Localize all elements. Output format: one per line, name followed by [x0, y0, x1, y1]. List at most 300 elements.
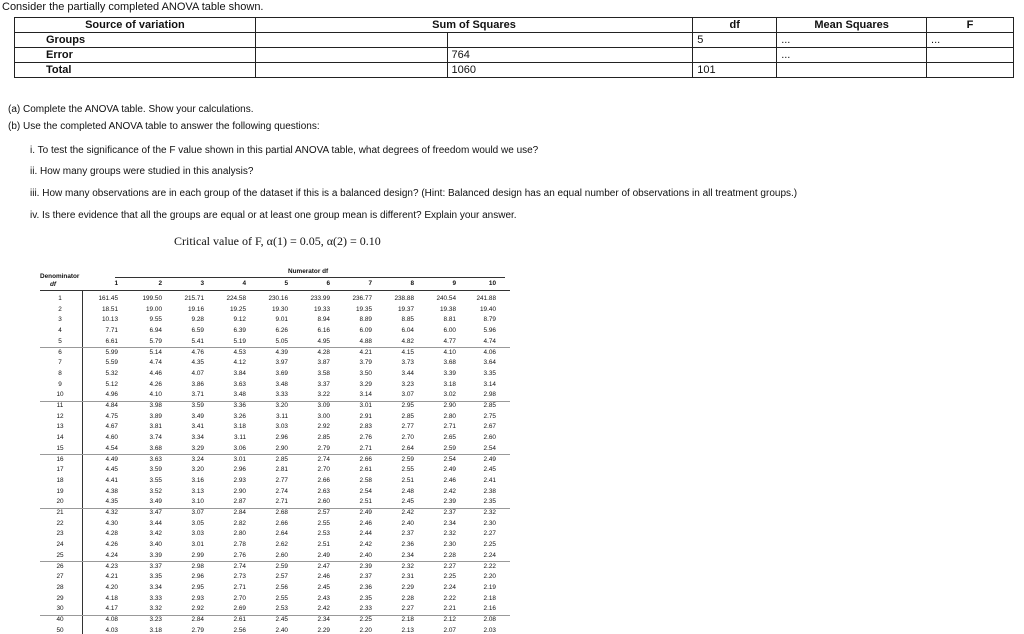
f-cell: [927, 48, 1014, 63]
critical-value-cell: 3.29: [191, 444, 204, 452]
critical-value-cell: 2.49: [483, 455, 496, 463]
critical-value-cell: 4.15: [401, 348, 414, 356]
critical-value-cell: 5.99: [105, 348, 118, 356]
critical-value-cell: 3.01: [191, 541, 204, 549]
critical-value-cell: 4.84: [105, 402, 118, 409]
ftable-row: [40, 402, 510, 410]
critical-value-cell: 3.10: [191, 498, 204, 506]
critical-value-cell: 5.05: [275, 337, 288, 345]
critical-value-cell: 2.56: [233, 626, 246, 634]
critical-value-cell: 3.07: [401, 391, 414, 399]
critical-value-cell: 4.82: [401, 337, 414, 345]
critical-value-cell: 2.33: [359, 605, 372, 613]
critical-value-cell: 5.32: [105, 369, 118, 377]
critical-value-cell: 19.37: [398, 305, 414, 313]
ftable-row: [40, 338, 510, 346]
critical-value-cell: 2.22: [443, 594, 456, 602]
critical-value-cell: 3.41: [191, 423, 204, 431]
critical-value-cell: 224.58: [226, 295, 246, 302]
ftable-row: [40, 595, 510, 603]
source-cell: Groups: [15, 33, 256, 48]
critical-value-cell: 3.32: [149, 605, 162, 613]
critical-value-cell: 2.42: [401, 509, 414, 516]
critical-value-cell: 4.35: [191, 359, 204, 367]
critical-value-cell: 241.88: [476, 295, 496, 302]
critical-value-cell: 2.92: [317, 423, 330, 431]
critical-value-cell: 6.39: [233, 327, 246, 335]
critical-value-cell: 2.98: [483, 391, 496, 399]
critical-value-cell: 2.46: [443, 476, 456, 484]
critical-value-cell: 2.51: [401, 476, 414, 484]
critical-value-cell: 4.26: [105, 541, 118, 549]
critical-value-cell: 2.45: [401, 498, 414, 506]
critical-value-cell: 2.77: [401, 423, 414, 431]
ss-cell: 1060: [447, 63, 693, 78]
anova-row-groups: [15, 33, 1014, 48]
critical-value-cell: 2.60: [483, 434, 496, 442]
critical-value-cell: 2.71: [359, 444, 372, 452]
critical-value-cell: 8.89: [359, 316, 372, 324]
critical-value-cell: 6.61: [105, 337, 118, 345]
ftable-row: [40, 391, 510, 399]
critical-value-cell: 2.71: [443, 423, 456, 431]
ftable-row: [40, 413, 510, 421]
critical-value-cell: 3.07: [191, 509, 204, 516]
critical-value-cell: 4.07: [191, 369, 204, 377]
critical-value-cell: 2.32: [443, 530, 456, 538]
critical-value-cell: 3.33: [149, 594, 162, 602]
critical-value-cell: 3.22: [317, 391, 330, 399]
critical-value-cell: 4.96: [105, 391, 118, 399]
numerator-df-header: 4: [242, 280, 246, 287]
critical-value-cell: 2.57: [275, 573, 288, 581]
critical-value-cell: 3.68: [149, 444, 162, 452]
critical-value-cell: 2.42: [443, 487, 456, 495]
critical-value-cell: 2.64: [275, 530, 288, 538]
critical-value-cell: 2.34: [401, 551, 414, 559]
critical-value-cell: 5.96: [483, 327, 496, 335]
critical-value-cell: 3.55: [149, 476, 162, 484]
critical-value-cell: 2.96: [233, 466, 246, 474]
ftable-row: [40, 530, 510, 538]
critical-value-cell: 3.13: [191, 487, 204, 495]
critical-value-cell: 199.50: [142, 295, 162, 302]
critical-value-cell: 7.71: [105, 327, 118, 335]
numerator-df-header: 1: [114, 280, 118, 287]
critical-value-cell: 2.29: [401, 583, 414, 591]
critical-value-cell: 2.59: [401, 455, 414, 463]
critical-value-cell: 3.81: [149, 423, 162, 431]
critical-value-cell: 2.21: [443, 605, 456, 613]
critical-value-cell: 3.05: [191, 519, 204, 527]
critical-value-cell: 3.24: [191, 455, 204, 463]
source-cell: Error: [15, 48, 256, 63]
critical-value-cell: 4.67: [105, 423, 118, 431]
critical-value-cell: 2.28: [401, 594, 414, 602]
critical-value-cell: 2.40: [359, 551, 372, 559]
critical-value-cell: 2.85: [483, 402, 496, 409]
critical-value-cell: 8.85: [401, 316, 414, 324]
critical-value-cell: 3.97: [275, 359, 288, 367]
critical-value-cell: 9.12: [233, 316, 246, 324]
critical-value-cell: 4.75: [105, 412, 118, 420]
critical-value-cell: 3.35: [483, 369, 496, 377]
denominator-df-cell: 7: [58, 359, 62, 367]
ftable-row: [40, 434, 510, 442]
ftable-row: [40, 466, 510, 474]
critical-value-cell: 2.74: [275, 487, 288, 495]
critical-value-cell: 2.37: [401, 530, 414, 538]
critical-value-cell: 19.00: [146, 305, 162, 313]
critical-value-cell: 3.36: [233, 402, 246, 409]
critical-value-cell: 19.38: [440, 305, 456, 313]
critical-value-cell: 233.99: [310, 295, 330, 302]
critical-value-cell: 3.09: [317, 402, 330, 409]
critical-value-cell: 3.89: [149, 412, 162, 420]
ms-cell: ...: [777, 33, 927, 48]
critical-value-cell: 2.28: [443, 551, 456, 559]
ftable-row: [40, 327, 510, 335]
critical-value-cell: 2.59: [443, 444, 456, 452]
denominator-df-cell: 15: [56, 444, 64, 452]
critical-value-cell: 2.30: [443, 541, 456, 549]
denominator-df-cell: 50: [56, 626, 64, 634]
f-critical-value-table: [40, 268, 510, 634]
ftable-row: [40, 359, 510, 367]
critical-value-cell: 4.21: [105, 573, 118, 581]
critical-value-cell: 3.11: [276, 412, 288, 420]
ftable-row: [40, 456, 510, 464]
critical-value-cell: 3.16: [191, 476, 204, 484]
ftable-row: [40, 381, 510, 389]
denominator-df-cell: 30: [56, 605, 64, 613]
critical-value-cell: 3.73: [401, 359, 414, 367]
denominator-df-cell: 28: [56, 583, 64, 591]
critical-value-cell: 2.42: [359, 541, 372, 549]
critical-value-cell: 4.10: [149, 391, 162, 399]
critical-value-cell: 4.77: [443, 337, 456, 345]
critical-value-cell: 2.96: [191, 573, 204, 581]
critical-value-cell: 2.49: [443, 466, 456, 474]
critical-value-cell: 2.25: [359, 616, 372, 623]
f-cell: [927, 63, 1014, 78]
critical-value-cell: 3.39: [149, 551, 162, 559]
critical-value-cell: 4.76: [191, 348, 204, 356]
ms-cell: ...: [777, 48, 927, 63]
denominator-df-cell: 4: [58, 327, 62, 335]
ftable-row: [40, 520, 510, 528]
critical-value-cell: 4.28: [105, 530, 118, 538]
critical-value-cell: 19.25: [230, 305, 246, 313]
critical-value-cell: 2.85: [317, 434, 330, 442]
critical-value-cell: 3.49: [191, 412, 204, 420]
critical-value-cell: 2.73: [233, 573, 246, 581]
critical-value-cell: 2.84: [233, 509, 246, 516]
critical-value-cell: 2.66: [275, 519, 288, 527]
critical-value-cell: 3.44: [401, 369, 414, 377]
question-iv: iv. Is there evidence that all the groups are equal or at least one group mean is different? Explain your answer.: [30, 210, 517, 221]
numerator-rule: [115, 277, 505, 278]
critical-value-cell: 2.59: [275, 562, 288, 570]
critical-value-cell: 2.18: [483, 594, 496, 602]
critical-value-cell: 2.31: [401, 573, 414, 581]
critical-value-cell: 10.13: [102, 316, 118, 324]
critical-value-cell: 2.49: [359, 509, 372, 516]
critical-value-cell: 240.54: [436, 295, 456, 302]
header-f: F: [927, 18, 1014, 33]
critical-value-cell: 4.26: [149, 380, 162, 388]
critical-value-cell: 3.86: [191, 380, 204, 388]
ftable-row: [40, 477, 510, 485]
critical-value-cell: 2.27: [443, 562, 456, 570]
denominator-df-cell: 27: [56, 573, 64, 581]
critical-value-cell: 2.45: [483, 466, 496, 474]
critical-value-cell: 2.39: [443, 498, 456, 506]
critical-value-cell: 2.45: [275, 616, 288, 623]
numerator-df-header: 5: [284, 280, 288, 287]
critical-value-cell: 2.78: [233, 541, 246, 549]
ms-cell: [777, 63, 927, 78]
critical-value-cell: 18.51: [102, 305, 118, 313]
critical-value-cell: 8.94: [317, 316, 330, 324]
critical-value-cell: 2.79: [317, 444, 330, 452]
critical-value-cell: 2.84: [191, 616, 204, 623]
critical-value-cell: 5.79: [149, 337, 162, 345]
critical-value-cell: 6.09: [359, 327, 372, 335]
critical-value-cell: 2.51: [317, 541, 330, 549]
critical-value-cell: 3.68: [443, 359, 456, 367]
critical-value-cell: 2.93: [191, 594, 204, 602]
critical-value-cell: 3.18: [443, 380, 456, 388]
critical-value-cell: 2.71: [275, 498, 288, 506]
denominator-df-cell: 26: [56, 562, 64, 570]
critical-value-cell: 3.47: [149, 509, 162, 516]
critical-value-cell: 2.64: [401, 444, 414, 452]
critical-value-cell: 2.47: [317, 562, 330, 570]
critical-value-cell: 2.61: [359, 466, 372, 474]
critical-value-cell: 3.34: [149, 583, 162, 591]
critical-value-cell: 2.40: [401, 519, 414, 527]
critical-value-cell: 2.54: [443, 455, 456, 463]
denominator-df-cell: 19: [56, 487, 64, 495]
denominator-df-cell: 18: [56, 476, 64, 484]
critical-value-cell: 4.38: [105, 487, 118, 495]
critical-value-cell: 3.35: [149, 573, 162, 581]
critical-value-cell: 2.12: [443, 616, 456, 623]
critical-value-cell: 4.53: [233, 348, 246, 356]
denominator-df-cell: 29: [56, 594, 64, 602]
denominator-df-cell: 3: [58, 316, 62, 324]
critical-value-cell: 3.58: [317, 369, 330, 377]
critical-value-cell: 2.36: [401, 541, 414, 549]
critical-value-cell: 2.36: [359, 583, 372, 591]
critical-value-cell: 2.98: [191, 562, 204, 570]
critical-value-cell: 2.27: [483, 530, 496, 538]
critical-value-cell: 3.18: [233, 423, 246, 431]
header-ss: Sum of Squares: [255, 18, 692, 33]
critical-value-cell: 6.16: [317, 327, 330, 335]
denominator-df-cell: 9: [58, 380, 62, 388]
critical-value-cell: 4.45: [105, 466, 118, 474]
critical-value-cell: 2.90: [443, 402, 456, 409]
critical-value-cell: 19.40: [480, 305, 496, 313]
critical-value-cell: 4.54: [105, 444, 118, 452]
critical-value-cell: 2.37: [359, 573, 372, 581]
critical-value-cell: 6.94: [149, 327, 162, 335]
header-rule: [40, 290, 510, 291]
denominator-df-cell: 22: [56, 519, 64, 527]
critical-value-cell: 4.06: [483, 348, 496, 356]
critical-value-cell: 2.44: [359, 530, 372, 538]
critical-value-cell: 4.39: [275, 348, 288, 356]
ftable-row: [40, 605, 510, 613]
critical-value-cell: 4.74: [149, 359, 162, 367]
critical-value-cell: 2.53: [317, 530, 330, 538]
critical-value-cell: 2.90: [233, 487, 246, 495]
denominator-df-cell: 16: [56, 455, 64, 463]
critical-value-cell: 2.60: [317, 498, 330, 506]
critical-value-cell: 2.55: [317, 519, 330, 527]
critical-value-cell: 4.95: [317, 337, 330, 345]
critical-value-cell: 2.35: [359, 594, 372, 602]
critical-value-cell: 2.25: [483, 541, 496, 549]
ftable-row: [40, 488, 510, 496]
critical-value-cell: 4.23: [105, 562, 118, 570]
critical-value-cell: 3.98: [149, 402, 162, 409]
critical-value-cell: 2.74: [233, 562, 246, 570]
critical-value-cell: 4.30: [105, 519, 118, 527]
empty-cell: [255, 48, 447, 63]
critical-value-cell: 3.23: [401, 380, 414, 388]
critical-value-cell: 2.24: [443, 583, 456, 591]
critical-value-cell: 2.80: [443, 412, 456, 420]
critical-value-cell: 3.01: [233, 455, 246, 463]
critical-value-cell: 2.32: [483, 509, 496, 516]
ftable-row: [40, 627, 510, 634]
intro-text: Consider the partially completed ANOVA table shown.: [2, 1, 264, 13]
critical-value-cell: 2.29: [317, 626, 330, 634]
numerator-df-header: 7: [368, 280, 372, 287]
critical-value-cell: 3.63: [233, 380, 246, 388]
denominator-df-cell: 1: [58, 295, 62, 302]
question-ii: ii. How many groups were studied in this analysis?: [30, 166, 254, 177]
critical-value-cell: 2.34: [443, 519, 456, 527]
ftable-row: [40, 498, 510, 506]
critical-value-cell: 2.48: [401, 487, 414, 495]
ftable-row: [40, 423, 510, 431]
critical-value-cell: 4.24: [105, 551, 118, 559]
critical-value-cell: 2.70: [233, 594, 246, 602]
critical-value-cell: 3.00: [317, 412, 330, 420]
denominator-label: Denominator: [40, 273, 80, 280]
df-cell: [693, 48, 777, 63]
critical-value-cell: 4.03: [105, 626, 118, 634]
anova-row-total: [15, 63, 1014, 78]
critical-value-cell: 2.75: [483, 412, 496, 420]
critical-value-cell: 2.55: [401, 466, 414, 474]
critical-value-cell: 4.28: [317, 348, 330, 356]
critical-value-cell: 4.88: [359, 337, 372, 345]
critical-value-cell: 3.06: [233, 444, 246, 452]
critical-value-cell: 6.26: [275, 327, 288, 335]
critical-value-cell: 3.48: [233, 391, 246, 399]
ftable-row: [40, 541, 510, 549]
critical-value-cell: 3.20: [275, 402, 288, 409]
critical-value-cell: 2.99: [191, 551, 204, 559]
critical-value-cell: 2.71: [233, 583, 246, 591]
critical-value-cell: 4.10: [443, 348, 456, 356]
critical-value-cell: 2.19: [483, 583, 496, 591]
critical-value-cell: 3.14: [359, 391, 372, 399]
critical-value-cell: 3.37: [149, 562, 162, 570]
header-ms: Mean Squares: [777, 18, 927, 33]
denominator-df-cell: 23: [56, 530, 64, 538]
critical-value-cell: 2.82: [233, 519, 246, 527]
critical-value-cell: 2.30: [483, 519, 496, 527]
critical-value-cell: 2.20: [483, 573, 496, 581]
critical-value-cell: 4.35: [105, 498, 118, 506]
critical-value-cell: 2.83: [359, 423, 372, 431]
numerator-df-header: 6: [326, 280, 330, 287]
critical-value-cell: 2.61: [233, 616, 246, 623]
critical-value-cell: 9.55: [149, 316, 162, 324]
critical-value-cell: 3.87: [317, 359, 330, 367]
denominator-df-cell: 10: [56, 391, 64, 399]
critical-value-cell: 2.45: [317, 583, 330, 591]
critical-value-cell: 3.64: [483, 359, 496, 367]
ftable-row: [40, 509, 510, 517]
empty-cell: [255, 63, 447, 78]
numerator-df-header: 8: [410, 280, 414, 287]
critical-value-cell: 19.33: [314, 305, 330, 313]
critical-value-cell: 2.62: [275, 541, 288, 549]
critical-value-cell: 2.60: [275, 551, 288, 559]
critical-value-cell: 8.79: [483, 316, 496, 324]
critical-value-cell: 4.74: [483, 337, 496, 345]
empty-cell: [255, 33, 447, 48]
critical-value-cell: 3.03: [275, 423, 288, 431]
critical-value-cell: 3.48: [275, 380, 288, 388]
f-cell: ...: [927, 33, 1014, 48]
critical-value-cell: 6.59: [191, 327, 204, 335]
denominator-df-cell: 8: [58, 369, 62, 377]
critical-value-cell: 2.27: [401, 605, 414, 613]
critical-value-cell: 5.41: [191, 337, 204, 345]
critical-value-cell: 2.53: [275, 605, 288, 613]
critical-value-cell: 3.40: [149, 541, 162, 549]
critical-value-cell: 3.84: [233, 369, 246, 377]
denominator-df-cell: 5: [58, 337, 62, 345]
critical-value-cell: 4.08: [105, 616, 118, 623]
critical-value-cell: 5.12: [105, 380, 118, 388]
critical-value-cell: 19.35: [356, 305, 372, 313]
critical-value-cell: 6.00: [443, 327, 456, 335]
df-cell: 5: [693, 33, 777, 48]
denominator-df-cell: 12: [56, 412, 64, 420]
critical-value-cell: 2.93: [233, 476, 246, 484]
critical-value-cell: 2.67: [483, 423, 496, 431]
critical-value-cell: 238.88: [394, 295, 414, 302]
critical-value-cell: 3.50: [359, 369, 372, 377]
critical-value-cell: 6.04: [401, 327, 414, 335]
critical-value-cell: 2.46: [317, 573, 330, 581]
critical-value-cell: 2.63: [317, 487, 330, 495]
critical-value-cell: 4.18: [105, 594, 118, 602]
critical-value-cell: 2.95: [401, 402, 414, 409]
question-b: (b) Use the completed ANOVA table to answer the following questions:: [8, 121, 320, 132]
critical-value-cell: 2.37: [443, 509, 456, 516]
critical-value-cell: 3.42: [149, 530, 162, 538]
